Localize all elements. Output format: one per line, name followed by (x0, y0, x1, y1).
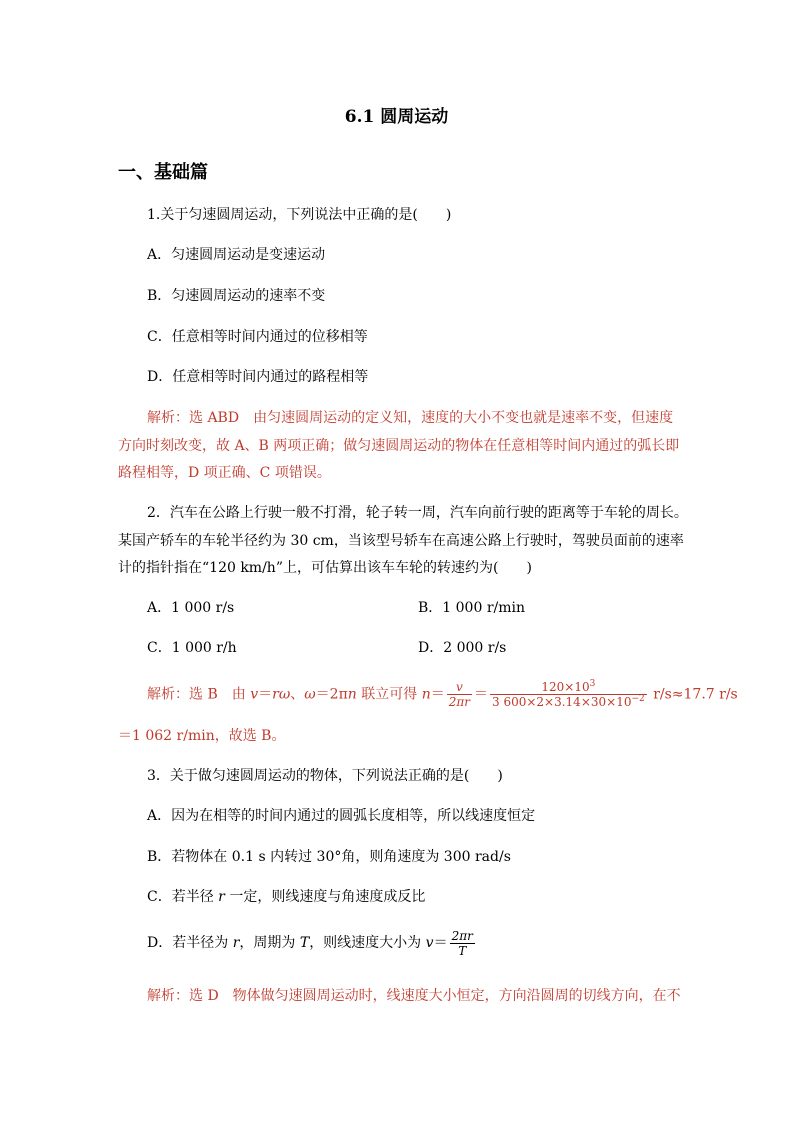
fraction-denominator: T (450, 943, 475, 958)
denominator-exponent: −2 (631, 694, 645, 704)
q3-option-c (147, 887, 425, 907)
answer-result: r/s≈17.7 r/s (648, 686, 738, 703)
q3-option-d (147, 928, 477, 958)
q1-option-b: B．匀速圆周运动的速率不变 (147, 288, 326, 304)
fraction-numerator: v (455, 680, 463, 694)
equals-sign: ＝ (258, 686, 273, 703)
q2-stem-line-2: 某国产轿车的车轮半径约为 30 cm，当该型号轿车在高速公路上行驶时，驾驶员面前的速率 (118, 533, 684, 549)
var-v: v (425, 935, 434, 951)
q3-option-a: A．因为在相等的时间内通过的圆弧长度相等，所以线速度恒定 (147, 808, 536, 824)
option-text: 一定，则线速度与角速度成反比 (224, 889, 426, 905)
equals-sign: ＝ (474, 686, 488, 703)
q2-answer-line-2: ＝1 062 r/min，故选 B。 (118, 728, 286, 744)
denominator-base: 3 600×2×3.14×30×10 (492, 695, 632, 709)
q2-option-a: A．1 000 r/s (147, 600, 235, 616)
q1-option-a: A．匀速圆周运动是变速运动 (147, 247, 326, 263)
q1-stem: 1.关于匀速圆周运动，下列说法中正确的是( ) (147, 207, 452, 223)
fraction-numerator: 2πr (451, 928, 473, 943)
q2-stem-line-3: 计的指针指在“120 km/h”上，可估算出该车车轮的转速约为( ) (118, 560, 532, 576)
option-text: ，则线速度大小为 (309, 935, 426, 951)
equals-sign: ＝ (430, 686, 445, 703)
q2-option-b: B．1 000 r/min (418, 600, 525, 616)
separator: 、 (290, 686, 305, 703)
var-n: n (347, 686, 357, 703)
q3-answer-line-1: 解析：选 D 物体做匀速圆周运动时，线速度大小恒定，方向沿圆周的切线方向，在不 (147, 988, 681, 1004)
equals-two-pi: ＝2π (315, 686, 348, 703)
section-heading: 一、基础篇 (118, 162, 208, 183)
q1-answer-line-1: 解析：选 ABD 由匀速圆周运动的定义知，速度的大小不变也就是速率不变，但速度 (147, 410, 674, 426)
q2-option-c: C．1 000 r/h (147, 640, 237, 656)
var-r: r (232, 935, 240, 951)
var-r: r (218, 889, 225, 905)
option-text: D．若半径为 (147, 935, 233, 951)
q1-answer-line-2: 方向时刻改变，故 A、B 两项正确；做匀速圆周运动的物体在任意相等时间内通过的弧长即 (118, 438, 680, 454)
fraction-numeric (490, 680, 647, 709)
var-v: v (250, 686, 259, 703)
fraction-denominator (490, 694, 647, 709)
option-text: C．若半径 (147, 889, 219, 905)
q1-option-d: D．任意相等时间内通过的路程相等 (147, 369, 369, 385)
var-r-omega: rω (272, 686, 291, 703)
q2-option-d: D．2 000 r/s (418, 640, 507, 656)
fraction-2pir-over-T (450, 929, 475, 958)
option-text: ，周期为 (239, 935, 300, 951)
var-omega: ω (304, 686, 316, 703)
q2-answer-prefix: 解析：选 B 由 (147, 686, 251, 703)
equals-sign: ＝ (433, 935, 448, 951)
fraction-v-over-2pir (447, 680, 472, 709)
var-n-result: n (421, 686, 431, 703)
q1-answer-line-3: 路程相等，D 项正确、C 项错误。 (118, 465, 331, 481)
numerator-base: 120×10 (541, 680, 590, 694)
q1-option-c: C．任意相等时间内通过的位移相等 (147, 329, 368, 345)
q3-stem: 3．关于做匀速圆周运动的物体，下列说法正确的是( ) (147, 768, 503, 784)
q3-option-b: B．若物体在 0.1 s 内转过 30°角，则角速度为 300 rad/s (147, 849, 511, 865)
connector-text: 联立可得 (356, 686, 422, 703)
fraction-numerator (490, 680, 647, 694)
page-title: 6.1 圆周运动 (344, 107, 449, 127)
fraction-denominator: 2πr (448, 695, 470, 709)
numerator-exponent: 3 (589, 679, 596, 689)
q2-answer-line-1 (147, 680, 738, 709)
q2-stem-line-1: 2．汽车在公路上行驶一般不打滑，轮子转一周，汽车向前行驶的距离等于车轮的周长。 (147, 505, 688, 521)
var-T: T (299, 935, 310, 951)
